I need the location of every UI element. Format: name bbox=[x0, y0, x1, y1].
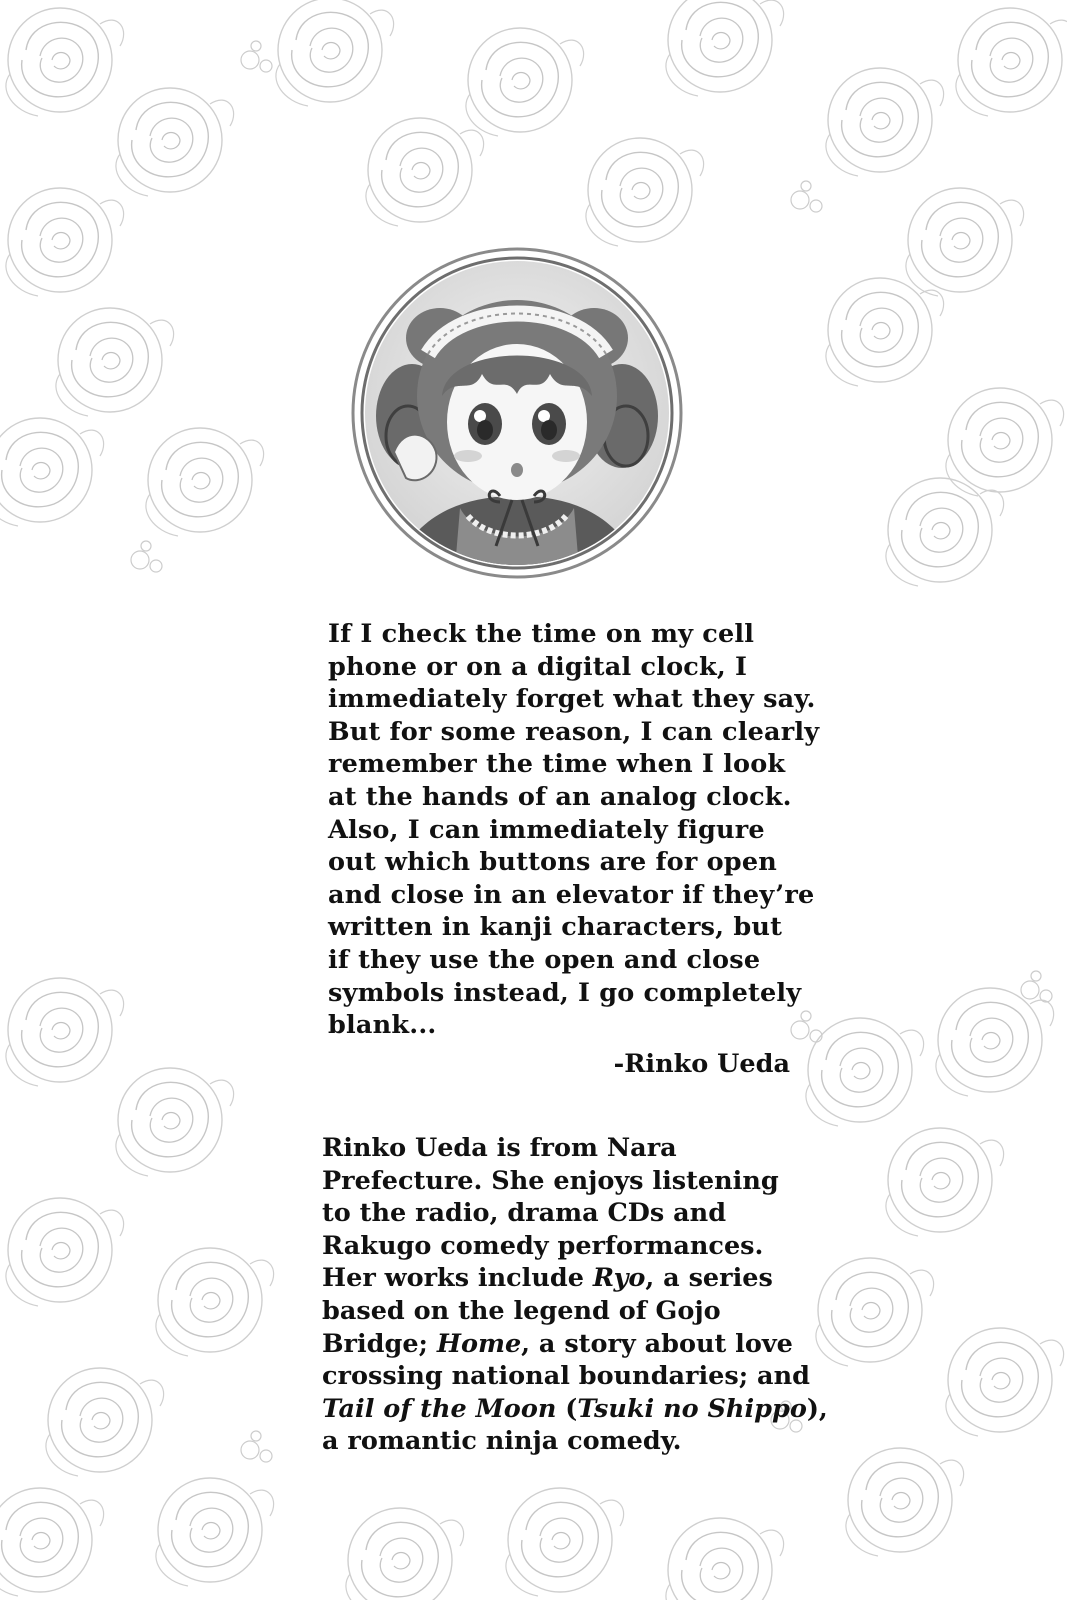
bio-text: ), bbox=[806, 1393, 828, 1424]
bio-line: based on the legend of Gojo bbox=[322, 1295, 721, 1326]
quote-line: remember the time when I look bbox=[328, 749, 786, 780]
quote-line: symbols instead, I go completely bbox=[328, 977, 802, 1008]
work-title-ryo: Ryo bbox=[592, 1263, 646, 1294]
quote-line: Also, I can immediately figure bbox=[328, 814, 765, 845]
quote-line: immediately forget what they say. bbox=[328, 684, 816, 715]
quote-line: But for some reason, I can clearly bbox=[328, 716, 820, 747]
bio-line bbox=[322, 1328, 792, 1361]
bio-line bbox=[322, 1262, 792, 1295]
bio-line: crossing national boundaries; and bbox=[322, 1361, 810, 1392]
bio-text: , a series bbox=[645, 1263, 773, 1294]
bio-line: Rakugo comedy performances. bbox=[322, 1230, 764, 1261]
author-portrait-illustration bbox=[350, 246, 684, 580]
quote-line: phone or on a digital clock, I bbox=[328, 651, 748, 682]
quote-line: if they use the open and close bbox=[328, 944, 761, 975]
quote-line: If I check the time on my cell bbox=[328, 619, 755, 649]
bio-text: Her works include bbox=[322, 1263, 593, 1294]
bio-text: ( bbox=[556, 1393, 578, 1424]
quote-line: blank... bbox=[328, 1010, 437, 1041]
bio-text: , a story about love bbox=[521, 1328, 793, 1359]
work-title-tail-of-the-moon: Tail of the Moon bbox=[322, 1393, 557, 1424]
quote-line: at the hands of an analog clock. bbox=[328, 781, 792, 812]
bio-line: a romantic ninja comedy. bbox=[322, 1426, 682, 1457]
quote-signature: -Rinko Ueda bbox=[613, 1049, 790, 1079]
bio-line bbox=[322, 1393, 828, 1426]
work-title-tsuki-no-shippo: Tsuki no Shippo bbox=[577, 1393, 807, 1424]
bio-line: Rinko Ueda is from Nara bbox=[322, 1133, 677, 1163]
quote-line: and close in an elevator if they’re bbox=[328, 879, 815, 910]
author-quote bbox=[328, 618, 820, 1042]
bio-line: to the radio, drama CDs and bbox=[322, 1198, 727, 1229]
quote-line: written in kanji characters, but bbox=[328, 912, 783, 943]
author-biography bbox=[322, 1132, 828, 1458]
bio-line: Prefecture. She enjoys listening bbox=[322, 1165, 779, 1196]
bio-text: Bridge; bbox=[322, 1328, 437, 1359]
work-title-home: Home bbox=[436, 1328, 522, 1359]
quote-line: out which buttons are for open bbox=[328, 847, 777, 878]
